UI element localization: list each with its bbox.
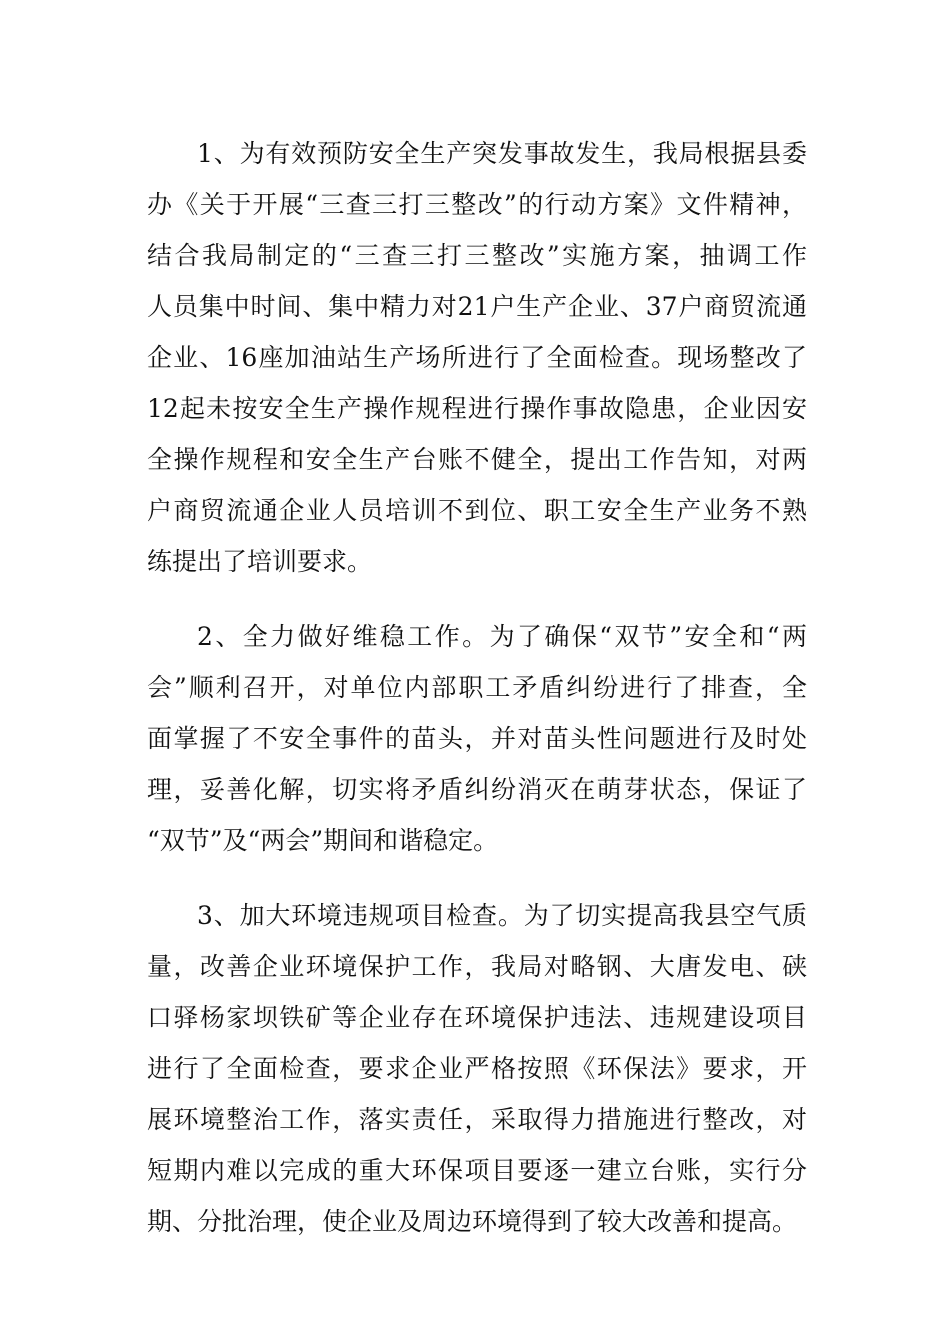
paragraph-3 bbox=[147, 890, 807, 1247]
paragraph-line: 练提出了培训要求。 bbox=[147, 547, 373, 576]
paragraph-line: 进行了全面检查，要求企业严格按照《环保法》要求，开 bbox=[147, 1054, 807, 1083]
paragraph-line: 户商贸流通企业人员培训不到位、职工安全生产业务不熟 bbox=[147, 496, 807, 525]
paragraph-spacer bbox=[147, 866, 807, 890]
document-body bbox=[147, 128, 807, 1247]
paragraph-line: 期、分批治理，使企业及周边环境得到了较大改善和提高。 bbox=[147, 1207, 798, 1236]
paragraph-line: 1、为有效预防安全生产突发事故发生，我局根据县委 bbox=[197, 139, 807, 168]
paragraph-line: 量，改善企业环境保护工作，我局对略钢、大唐发电、硖 bbox=[147, 952, 807, 981]
paragraph-line: 口驿杨家坝铁矿等企业存在环境保护违法、违规建设项目 bbox=[147, 1003, 807, 1032]
paragraph-line: 3、加大环境违规项目检查。为了切实提高我县空气质 bbox=[197, 901, 807, 930]
paragraph-line: 面掌握了不安全事件的苗头，并对苗头性问题进行及时处 bbox=[147, 724, 807, 753]
paragraph-line: 全操作规程和安全生产台账不健全，提出工作告知，对两 bbox=[147, 445, 807, 474]
paragraph-line: 结合我局制定的“三查三打三整改”实施方案，抽调工作 bbox=[147, 241, 807, 270]
paragraph-line: 短期内难以完成的重大环保项目要逐一建立台账，实行分 bbox=[147, 1156, 807, 1185]
paragraph-line: 展环境整治工作，落实责任，采取得力措施进行整改，对 bbox=[147, 1105, 807, 1134]
paragraph-2 bbox=[147, 611, 807, 866]
paragraph-1 bbox=[147, 128, 807, 587]
paragraph-line: 人员集中时间、集中精力对21户生产企业、37户商贸流通 bbox=[147, 292, 807, 321]
paragraph-spacer bbox=[147, 587, 807, 611]
paragraph-line: 12起未按安全生产操作规程进行操作事故隐患，企业因安 bbox=[147, 394, 807, 423]
paragraph-line: 会”顺利召开，对单位内部职工矛盾纠纷进行了排查，全 bbox=[147, 673, 807, 702]
paragraph-line: 理，妥善化解，切实将矛盾纠纷消灭在萌芽状态，保证了 bbox=[147, 775, 807, 804]
paragraph-line: 企业、16座加油站生产场所进行了全面检查。现场整改了 bbox=[147, 343, 807, 372]
paragraph-line: “双节”及“两会”期间和谐稳定。 bbox=[147, 826, 499, 855]
paragraph-line: 办《关于开展“三查三打三整改”的行动方案》文件精神， bbox=[147, 190, 807, 219]
paragraph-line: 2、全力做好维稳工作。为了确保“双节”安全和“两 bbox=[197, 622, 807, 651]
